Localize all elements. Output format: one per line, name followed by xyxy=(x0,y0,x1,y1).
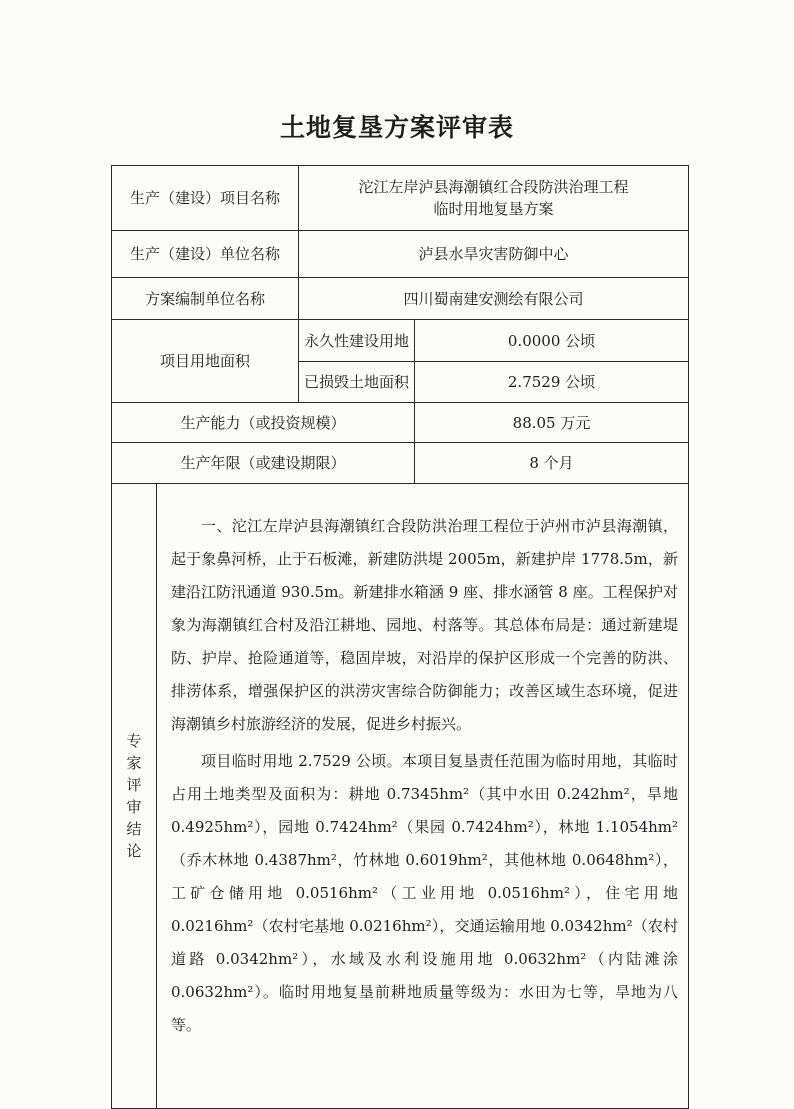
damaged-land-label: 已损毁土地面积 xyxy=(299,362,415,403)
unit-row xyxy=(112,231,689,278)
project-name-line2: 临时用地复垦方案 xyxy=(433,200,554,218)
conclusion-body xyxy=(157,484,689,1109)
conclusion-label-char: 家 xyxy=(126,754,142,772)
project-name-line1: 沱江左岸泸县海潮镇红合段防洪治理工程 xyxy=(358,178,629,196)
conclusion-label-char: 专 xyxy=(126,732,142,750)
editor-row xyxy=(112,278,689,320)
permanent-land-value: 0.0000 公顷 xyxy=(415,320,689,362)
conclusion-label-char: 论 xyxy=(126,842,142,860)
capacity-label: 生产能力（或投资规模） xyxy=(112,403,415,443)
project-name-value xyxy=(299,166,689,231)
unit-value: 泸县水旱灾害防御中心 xyxy=(299,231,689,278)
damaged-land-value: 2.7529 公顷 xyxy=(415,362,689,403)
conclusion-label-char: 结 xyxy=(126,820,142,838)
conclusion-label xyxy=(112,484,157,1109)
capacity-value: 88.05 万元 xyxy=(415,403,689,443)
capacity-row xyxy=(112,403,689,443)
period-value: 8 个月 xyxy=(415,443,689,484)
project-name-label: 生产（建设）项目名称 xyxy=(112,166,299,231)
page-title: 土地复垦方案评审表 xyxy=(279,113,514,142)
permanent-land-label: 永久性建设用地 xyxy=(299,320,415,362)
conclusion-paragraph-2: 项目临时用地 2.7529 公顷。本项目复垦责任范围为临时用地，其临时占用土地类型及面积为：耕地 0.7345hm²（其中水田 0.242hm²，旱地 0.4925hm²），园地 0.7424hm²（果园 0.7424hm²），林地 1.1054hm²（乔木林地 0.4387hm²，竹林地 0.6019hm²，其他林地 0.0648hm²），工矿仓储用地 0.0516hm²（工业用地 0.0516hm²），住宅用地 0.0216hm²（农村宅基地 0.0216hm²），交通运输用地 0.0342hm²（农村道路 0.0342hm²），水域及水利设施用地 0.0632hm²（内陆滩涂 0.0632hm²）。临时用地复垦前耕地质量等级为：水田为七等，旱地为八等。 xyxy=(171,752,679,1034)
conclusion-paragraph-1: 一、沱江左岸泸县海潮镇红合段防洪治理工程位于泸州市泸县海潮镇，起于象鼻河桥，止于石板滩，新建防洪堤 2005m，新建护岸 1778.5m，新建沿江防汛通道 930.5m。新建排水箱涵 9 座、排水涵管 8 座。工程保护对象为海潮镇红合村及沿江耕地、园地、村落等。其总体布局是：通过新建堤防、护岸、抢险通道等，稳固岸坡，对沿岸的保护区形成一个完善的防洪、排涝体系，增强保护区的洪涝灾害综合防御能力；改善区域生态环境，促进海潮镇乡村旅游经济的发展，促进乡村振兴。 xyxy=(171,517,679,733)
period-row xyxy=(112,443,689,484)
conclusion-label-char: 审 xyxy=(126,798,142,816)
editor-label: 方案编制单位名称 xyxy=(112,278,299,320)
period-label: 生产年限（或建设期限） xyxy=(112,443,415,484)
editor-value: 四川蜀南建安测绘有限公司 xyxy=(299,278,689,320)
conclusion-label-char: 评 xyxy=(126,776,142,794)
project-name-row xyxy=(112,166,689,231)
area-row-permanent xyxy=(112,320,689,362)
review-table xyxy=(111,165,689,1109)
area-label: 项目用地面积 xyxy=(112,320,299,403)
conclusion-row xyxy=(112,484,689,1109)
unit-label: 生产（建设）单位名称 xyxy=(112,231,299,278)
